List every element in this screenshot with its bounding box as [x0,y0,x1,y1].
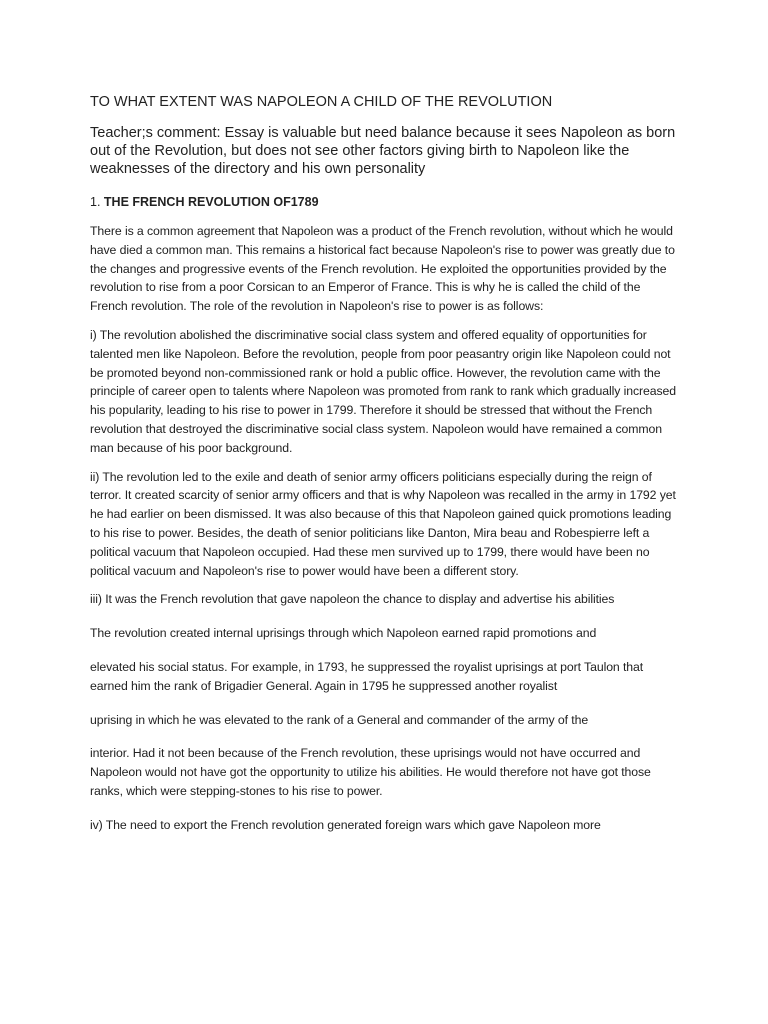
paragraph-general: uprising in which he was elevated to the rank of a General and commander of the army of the [90,712,589,727]
paragraph-point-ii: ii) The revolution led to the exile and death of senior army officers politicians especially during the reign of terror. It created scarcity of senior army officers and that is why Napoleon was recalled in the army in 1792 yet he had earlier on been dismissed. It was also because of this that Napoleon gained quick promotions leading to his rise to power. Besides, the death of senior politicians like Danton, Mira beau and Robespierre left a political vacuum that Napoleon occupied. Had these men survived up to 1799, there would have been no political vacuum and Napoleon's rise to power would have been a different story. [90,469,676,578]
section-heading [90,193,680,211]
paragraph-interior: interior. Had it not been because of the French revolution, these uprisings would not have occurred and Napoleon would not have got the opportunity to utilize his abilities. He would therefore not have got those ranks, which were stepping-stones to his rise to power. [90,746,651,798]
paragraph-uprisings: The revolution created internal uprisings through which Napoleon earned rapid promotions and [90,626,597,641]
section-number: 1. [90,195,101,209]
paragraph-point-i: i) The revolution abolished the discriminative social class system and offered equality of opportunities for talented men like Napoleon. Before the revolution, people from poor peasantry origin like Napoleon could not be promoted beyond non-commissioned rank or hold a public office. However, the revolution came with the principle of career open to talents where Napoleon was promoted from rank to rank which gradually increased his popularity, leading to his rise to power in 1799. Therefore it should be stressed that without the French revolution that destroyed the discriminative social class system. Napoleon would have remained a common man because of his poor background. [90,327,677,455]
paragraph-point-iii: iii) It was the French revolution that gave napoleon the chance to display and advertise his abilities [90,592,615,607]
paragraph-point-iv: iv) The need to export the French revolution generated foreign wars which gave Napoleon more [90,817,601,832]
document-body [90,92,680,845]
paragraph-intro: There is a common agreement that Napoleon was a product of the French revolution, without which he would have died a common man. This remains a historical fact because Napoleon's rise to power was greatly due to the changes and progressive events of the French revolution. He exploited the opportunities provided by the revolution to rise from a poor Corsican to an Emperor of France. This is why he is called the child of the French revolution. The role of the revolution in Napoleon's rise to power is as follows: [90,224,675,314]
paragraph-taulon: elevated his social status. For example, in 1793, he suppressed the royalist uprisings at port Taulon that earned him the rank of Brigadier General. Again in 1795 he suppressed another royalist [90,659,644,693]
document-title: TO WHAT EXTENT WAS NAPOLEON A CHILD OF THE REVOLUTION [90,94,553,110]
section-title: THE FRENCH REVOLUTION OF1789 [103,195,319,209]
teacher-comment: Teacher;s comment: Essay is valuable but need balance because it sees Napoleon as born out of the Revolution, but does not see other factors giving birth to Napoleon like the weaknesses of the directory and his own personality [90,125,676,177]
